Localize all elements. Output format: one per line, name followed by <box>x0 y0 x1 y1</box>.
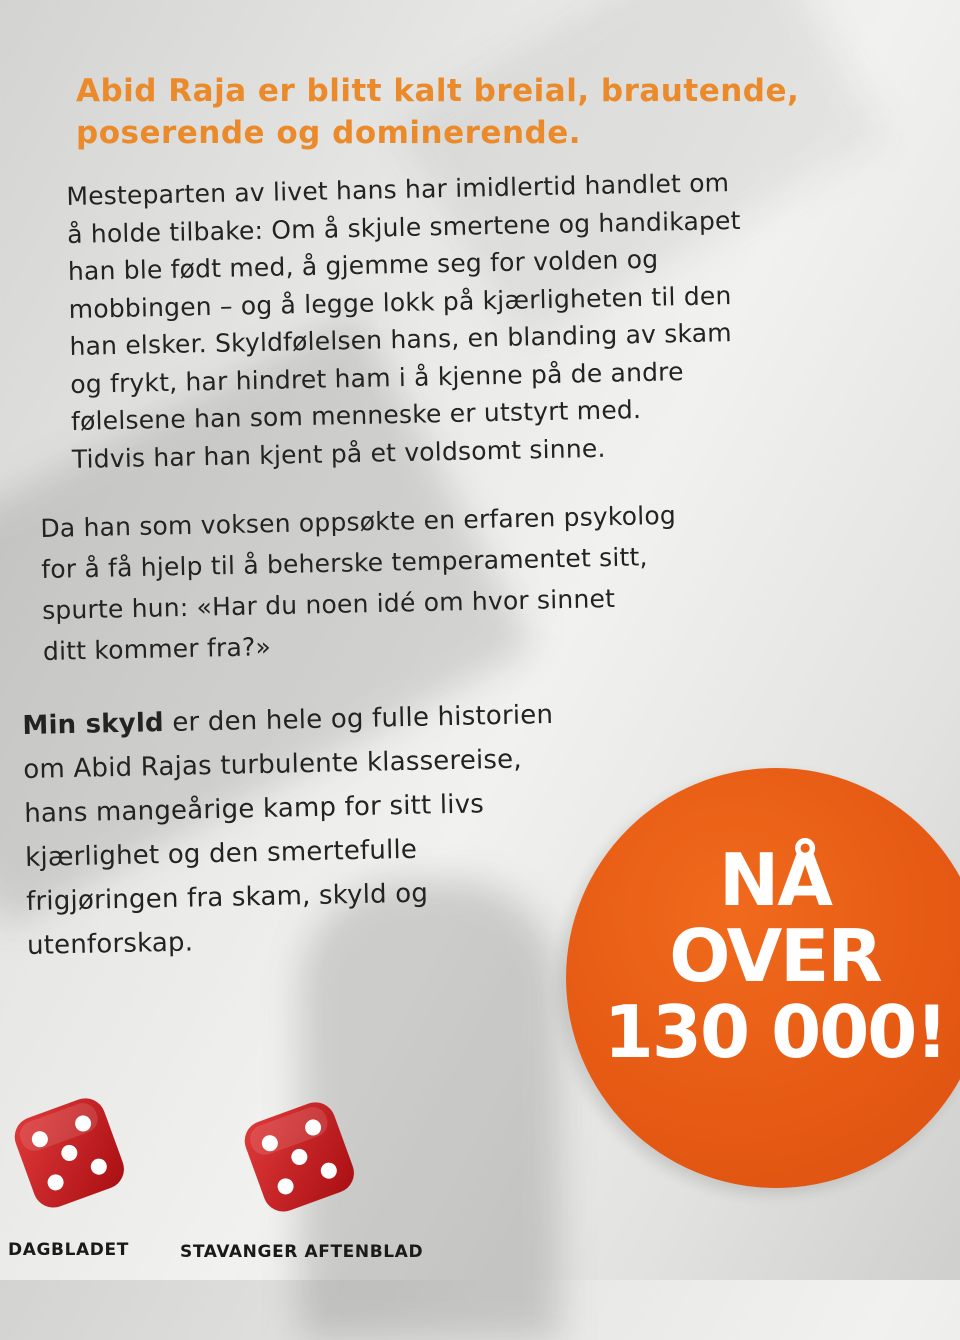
paragraph-1 <box>66 162 832 478</box>
paragraph-3-line: kjærlighet og den smertefulle <box>24 834 418 873</box>
paragraph-1-line: og frykt, har hindret ham i å kjenne på de andre <box>70 356 684 399</box>
paragraph-2-line: for å få hjelp til å beherske temperamentet sitt, <box>40 542 648 584</box>
paragraph-2-line: ditt kommer fra?» <box>42 632 272 666</box>
paragraph-3-line: er den hele og fulle historien <box>163 699 554 739</box>
paragraph-2 <box>40 493 763 672</box>
badge-line-3: 130 000! <box>603 990 947 1074</box>
badge-line-2: OVER <box>669 914 881 998</box>
book-title: Min skyld <box>22 708 165 741</box>
paragraph-1-line: han elsker. Skyldfølelsen hans, en blanding av skam <box>69 318 733 361</box>
die-five-icon <box>234 1096 364 1216</box>
die-five-icon <box>4 1092 134 1212</box>
paragraph-2-line: spurte hun: «Har du noen idé om hvor sinnet <box>41 583 616 625</box>
paragraph-2-line: Da han som voksen oppsøkte en erfaren psykolog <box>40 500 677 543</box>
badge-line-1: NÅ <box>719 838 831 922</box>
paragraph-1-line: følelsene han som menneske er utstyrt med. <box>70 395 642 436</box>
headline <box>76 70 876 154</box>
paragraph-1-line: Mesteparten av livet hans har imidlertid handlet om <box>66 168 730 211</box>
paragraph-3-line: hans mangeårige kamp for sitt livs <box>23 789 485 829</box>
review-source-stavanger-aftenblad: STAVANGER AFTENBLAD <box>180 1242 424 1262</box>
paragraph-1-line: å holde tilbake: Om å skjule smertene og handikapet <box>66 205 741 249</box>
sales-badge-text <box>590 838 960 1074</box>
headline-line-1: Abid Raja er blitt kalt breial, brautende, <box>76 73 800 109</box>
review-source-dagbladet: DAGBLADET <box>8 1240 129 1260</box>
paragraph-1-line: mobbingen – og å legge lokk på kjærligheten til den <box>68 280 732 324</box>
paragraph-3-line: frigjøringen fra skam, skyld og <box>25 878 429 917</box>
paragraph-1-line: han ble født med, å gjemme seg for volden og <box>67 244 659 286</box>
paragraph-3 <box>22 691 647 968</box>
paragraph-3-line: utenforskap. <box>26 927 194 961</box>
headline-line-2: poserende og dominerende. <box>76 115 582 151</box>
paragraph-3-line: om Abid Rajas turbulente klassereise, <box>23 744 523 785</box>
paragraph-1-line: Tidvis har han kjent på et voldsomt sinne. <box>71 433 606 474</box>
